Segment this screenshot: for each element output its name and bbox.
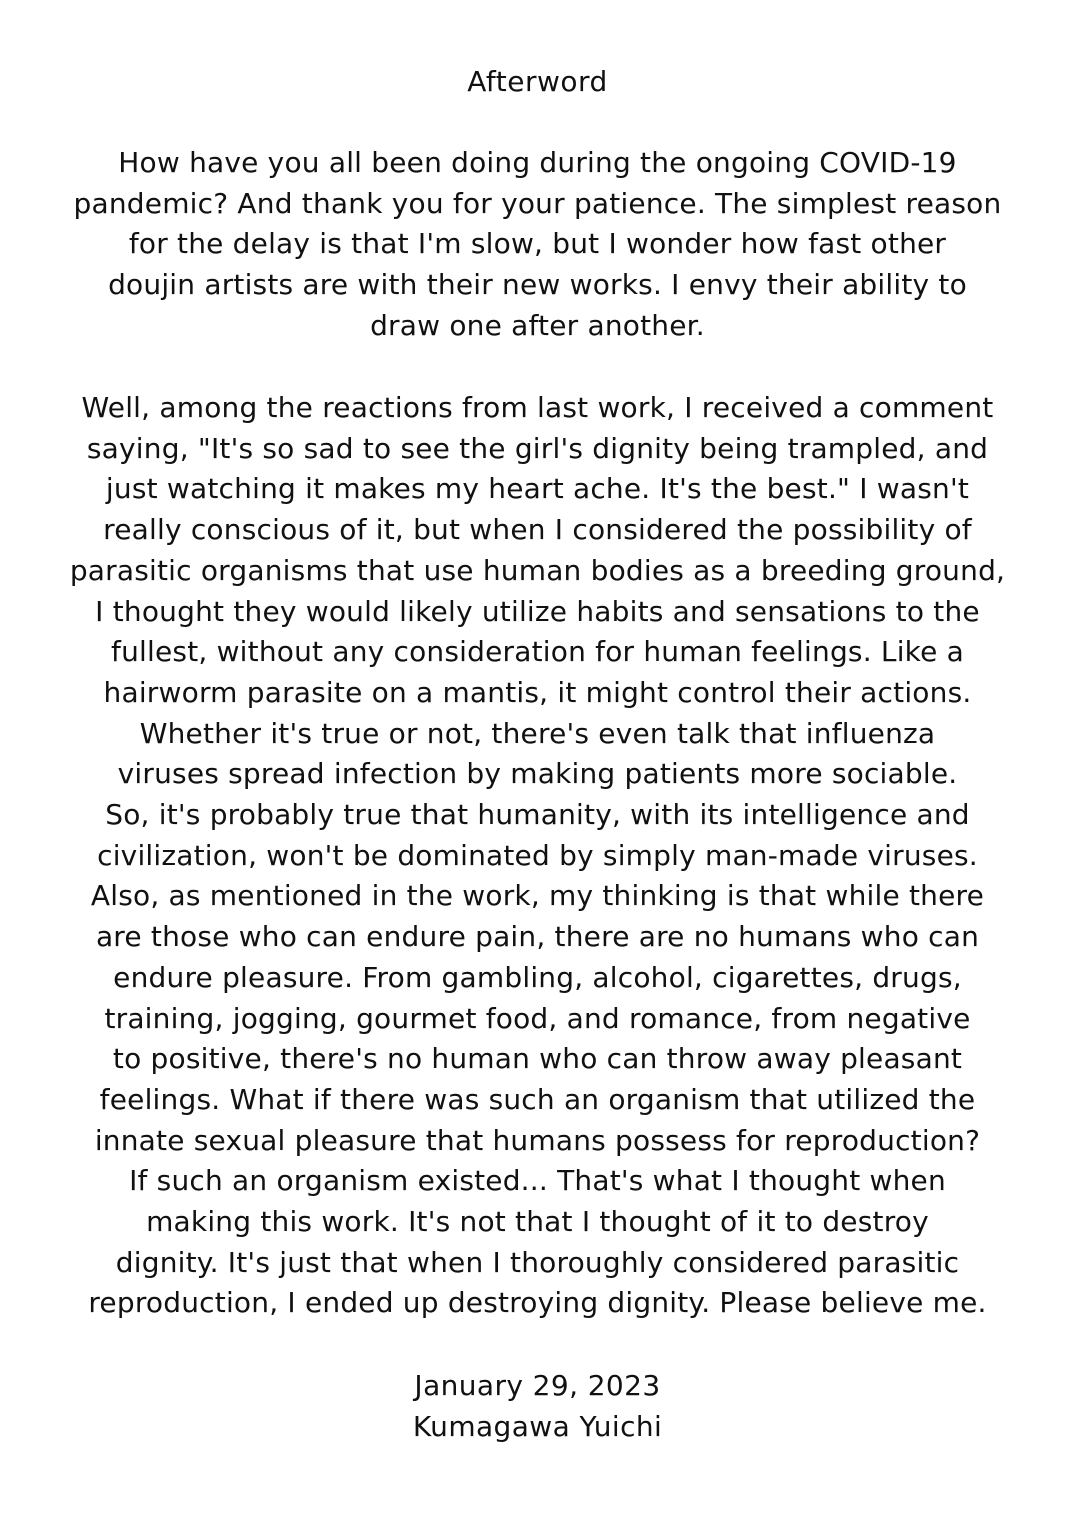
paragraph-line: just watching it makes my heart ache. It's the best." I wasn't (105, 472, 970, 506)
paragraph-line: draw one after another. (370, 308, 705, 342)
paragraph-line: parasitic organisms that use human bodies as a breeding ground, (69, 553, 1006, 587)
signoff-author: Kumagawa Yuichi (412, 1409, 663, 1443)
paragraph-line: training, jogging, gourmet food, and romance, from negative (104, 1001, 971, 1035)
paragraph-line: reproduction, I ended up destroying dignity. Please believe me. (88, 1286, 987, 1320)
signoff (0, 1366, 1075, 1447)
paragraph-line: for the delay is that I'm slow, but I wonder how fast other (128, 227, 947, 261)
paragraph-line: endure pleasure. From gambling, alcohol, cigarettes, drugs, (113, 960, 962, 994)
paragraph-line: civilization, won't be dominated by simply man-made viruses. (97, 838, 978, 872)
paragraph-line: are those who can endure pain, there are no humans who can (95, 920, 980, 954)
paragraph-line: I thought they would likely utilize habits and sensations to the (95, 594, 980, 628)
paragraph-2 (30, 388, 1045, 1324)
paragraph-line: viruses spread infection by making patients more sociable. (117, 757, 958, 791)
page-title: Afterword (467, 65, 608, 98)
paragraph-line: Also, as mentioned in the work, my thinking is that while there (90, 879, 985, 913)
paragraph-line: If such an organism existed... That's what I thought when (129, 1164, 946, 1198)
paragraph-line: Well, among the reactions from last work, I received a comment (81, 391, 994, 424)
paragraph-line: So, it's probably true that humanity, with its intelligence and (105, 798, 970, 832)
paragraph-line: saying, "It's so sad to see the girl's dignity being trampled, and (86, 431, 989, 465)
paragraph-line: How have you all been doing during the ongoing COVID-19 (118, 146, 957, 179)
paragraph-line: innate sexual pleasure that humans possess for reproduction? (94, 1123, 981, 1157)
paragraph-line: fullest, without any consideration for human feelings. Like a (111, 635, 964, 669)
paragraph-line: really conscious of it, but when I considered the possibility of (103, 513, 972, 547)
paragraph-line: making this work. It's not that I thought of it to destroy (146, 1205, 929, 1239)
paragraph-line: to positive, there's no human who can throw away pleasant (112, 1042, 963, 1076)
paragraph-line: feelings. What if there was such an organism that utilized the (99, 1082, 976, 1116)
paragraph-1 (30, 143, 1045, 347)
signoff-date: January 29, 2023 (414, 1369, 661, 1402)
paragraph-line: pandemic? And thank you for your patience. The simplest reason (73, 186, 1002, 220)
paragraph-line: doujin artists are with their new works. I envy their ability to (108, 268, 967, 302)
paragraph-line: Whether it's true or not, there's even talk that influenza (139, 716, 936, 750)
paragraph-line: hairworm parasite on a mantis, it might control their actions. (103, 675, 972, 709)
paragraph-line: dignity. It's just that when I thoroughly considered parasitic (115, 1245, 960, 1279)
